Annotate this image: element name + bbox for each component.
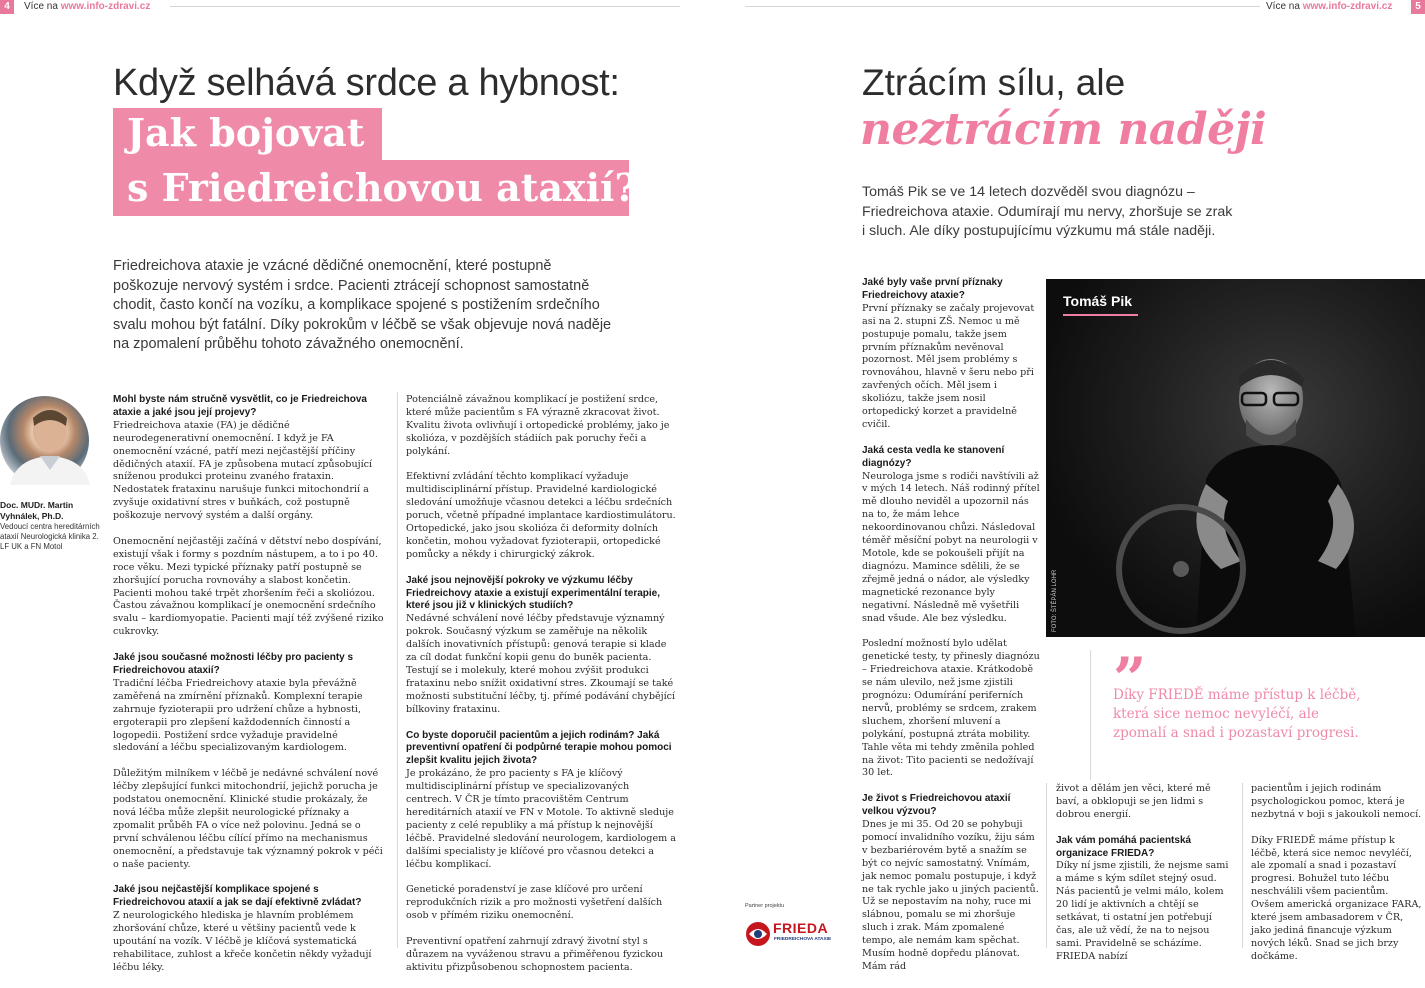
left-lead: Friedreichova ataxie je vzácné dědičné onemocnění, které postupně poškozuje nervový systém i srdce. Pacienti ztrácejí schopnost samostatně chodit, často končí na vozíku, a komplikace spojené s postižením srdečního svalu mohou být fatální. Díky pokrokům v léčbě se však objevuje nová naděje na zpomalení průběhu tohoto závažného onemocnění. — [113, 258, 612, 352]
photo-credit: FOTO: ŠTĚPÁN LOHR — [1052, 569, 1058, 632]
top-bar-text: Více na — [24, 1, 58, 12]
answer: Neurologa jsme s rodiči navštívili až v mých 14 letech. Náš rodinný přítel mě dlouho neviděl a upozornil nás na to, že mám lehce nekoordinovanou chůzi. Následoval téměř měsíční pobyt na neurologii v Motole, kde se pokoušeli přijít na diagnózu. Mamince sdělili, že se zřejmě jedná o nádor, ale výsledky magnetické rezonance byly negativní. Následně mě vyšetřili snad všude. Ale bez výsledku. — [862, 470, 1040, 624]
question: Co byste doporučil pacientům a jejich rodinám? Jaká preventivní opatření či podpůrné terapie mohou pomoci zlepšit kvalitu jejich života? — [406, 729, 672, 767]
pink-headline-line1: Jak bojovat — [127, 110, 365, 155]
right-headline: Ztrácím sílu, ale — [862, 62, 1126, 103]
answer: Z neurologického hlediska je hlavním problémem zhoršování chůze, které u většiny pacientů vede k upoutání na vozík. V léčbě je klíčová systematická rehabilitace, zuhlost a křeče končetin někdy vyžadují léčbu léky. — [113, 910, 372, 973]
right-column-2 — [1056, 783, 1232, 977]
column-divider-right-1 — [1046, 783, 1047, 948]
top-bar-right — [1266, 0, 1392, 14]
answer: Je prokázáno, že pro pacienty s FA je klíčový multidisciplinární přístup ve specializovaných centrech. V ČR je tímto pracovištěm Centrum hereditárních ataxií ve FN v Motole. To aktivně sleduje pacienty z celé republiky a má přístup k nejnovější léčbě. Pravidelné sledování neurologem, kardiologem a dalšími specialisty je klíčové pro včasnou detekci a léčbu komplikací. — [406, 768, 676, 870]
photo-caption-underline — [1063, 314, 1138, 316]
paragraph — [1056, 783, 1232, 822]
paragraph — [406, 936, 676, 975]
question: Jaká cesta vedla ke stanovení diagnózy? — [862, 444, 1005, 469]
question: Je život s Friedreichovou ataxií velkou výzvou? — [862, 793, 1011, 818]
paragraph — [406, 394, 676, 459]
partner-subtitle: FRIEDREICHOVA ATAXIE — [774, 937, 832, 942]
answer: Preventivní opatření zahrnují zdravý životní styl s důrazem na vyváženou stravu a přiměřenou fyzickou aktivitu přizpůsobenou schopnostem pacienta. — [406, 935, 664, 973]
partner-name: FRIEDA — [773, 920, 829, 936]
paragraph — [113, 768, 385, 871]
quote-mark-icon: ” — [1113, 645, 1147, 713]
qa-block — [862, 277, 1040, 432]
portrait-photo — [1046, 279, 1425, 637]
page-number-left: 4 — [0, 0, 14, 14]
answer: Genetické poradenství je zase klíčové pro určení reprodukčních rizik a pro možnosti vyšetření dalších osob v přímém riziku onemocnění. — [406, 884, 663, 922]
answer: Potenciálně závažnou komplikací je postižení srdce, které může pacientům s FA výrazně zkracovat život. Kvalitu života ovlivňují i ortopedické problémy, jako je skolióza, v pozdějších stádiích pak poruchy řeči a polykání. — [406, 394, 670, 457]
top-bar-url[interactable]: www.info-zdravi.cz — [60, 1, 151, 12]
doctor-name: Doc. MUDr. Martin Vyhnálek, Ph.D. — [0, 500, 74, 521]
answer: Poslední možností bylo udělat genetické testy, ty přinesly diagnózu – Friedreichova ataxie. Krátkodobě se nám ulevilo, než jsme zjistili prognózu: Odumírání periferních nervů, problémy se srdcem, zrakem sluchem, zhoršení mluvení a polykání, postupná ztráta mobility. Tahle věta mi tehdy změnila pohled na život: Tito pacienti se nedožívají 30 let. — [862, 638, 1040, 779]
answer: Onemocnění nejčastěji začíná v dětství nebo dospívání, existují však i formy s pozdním nástupem, a to i po 40. roce věku. Mezi typické příznaky patří postupně se zhoršující porucha rovnováhy a slabost končetin. Pacienti mohou také trpět zhoršením řeči a skoliózou. Častou závažnou komplikací je onemocnění srdečního svalu – kardiomyopatie. Pacienti mají též zvýšené riziko cukrovky. — [113, 535, 384, 638]
qa-block — [113, 394, 385, 523]
question: Jaké jsou nejčastější komplikace spojené s Friedreichovou ataxií a jak se dají efektivně zvládat? — [113, 884, 362, 909]
left-headline: Když selhává srdce a hybnost: — [113, 62, 620, 104]
left-column-1 — [113, 394, 385, 988]
paragraph — [1251, 835, 1423, 964]
page-number-right: 5 — [1411, 0, 1425, 14]
qa-block — [406, 575, 676, 717]
right-headline-pink: neztrácím naději — [860, 104, 1267, 155]
answer: Důležitým milníkem v léčbě je nedávné schválení nové léčby zlepšující funkci mitochondrií, jejichž porucha je podstatou onemocnění. Klinické studie prokázaly, že nová léčba může zlepšit neurologické příznaky a zpomalit průběh FA o více než polovinu. Jedná se o první schválenou léčbu cílící přímo na mechanismus onemocnění, a představuje tak významný pokrok v péči o naše pacienty. — [113, 768, 383, 870]
top-bar-left — [24, 0, 150, 14]
answer: Friedreichova ataxie (FA) je dědičné neurodegenerativní onemocnění. I když je FA onemocnění vzácné, patří mezi nejčastější příčiny dědičných ataxií. FA je způsobena mutací způsobující sníženou produkci proteinu zvaného frataxin. Nedostatek frataxinu narušuje funkci mitochondrií a zvyšuje oxidativní stres v buňkách, což postupně poškozuje nervový systém a další orgány. — [113, 419, 373, 522]
qa-block — [862, 445, 1040, 626]
paragraph — [406, 884, 676, 923]
answer: Díky FRIEDĚ máme přístup k léčbě, která sice nemoc nevyléčí, ale zpomalí a snad i pozastaví progresi. Bohužel tuto léčbu neschválili všem pacientům. Ovšem americká organizace FARA, které jsem ambasadorem v ČR, jako jediná financuje výzkum nových léků. Snad se jich brzy dočkáme. — [1251, 834, 1422, 962]
paragraph — [1251, 783, 1423, 822]
top-divider-left — [170, 6, 680, 7]
qa-block — [113, 652, 385, 755]
man-in-wheelchair-icon — [1046, 279, 1425, 637]
qa-block — [862, 793, 1040, 974]
partner-label: Partner projektu — [745, 903, 785, 909]
left-column-2 — [406, 394, 676, 988]
answer: život a dělám jen věci, které mě baví, a obklopuji se jen lidmi s dobrou energií. — [1056, 783, 1211, 820]
paragraph — [406, 471, 676, 561]
question: Mohl byste nám stručně vysvětlit, co je Friedreichova ataxie a jaké jsou její projevy? — [113, 394, 367, 418]
answer: První příznaky se začaly projevovat asi na 2. stupni ZŠ. Nemoc u mě postupuje pomalu, takže jsem prvním příznakům nevěnoval pozornost. Měl jsem problémy s rovnováhou, hlavně v šeru nebo při zavřených očích. Měl jsem i skoliózu, takže jsem nosil ortopedický korzet a pravidelně cvičil. — [862, 302, 1035, 430]
answer: Díky ní jsme zjistili, že nejsme sami a máme s kým sdílet stejný osud. Nás pacientů je velmi málo, kolem 20 lidí je aktivních a chtějí se setkávat, ti ostatní jen potřebují čas, ale už vědí, že na to nejsou sami. Pravidelně se scházíme. FRIEDA nabízí — [1056, 860, 1229, 962]
right-column-1 — [862, 277, 1040, 987]
answer: Dnes je mi 35. Od 20 se pohybuji pomocí invalidního vozíku, žiju sám v bezbariérovém bytě a snažím se být co nejvíc samostatný. Vnímám, jak nemoc pomalu postupuje, i když ne tak rychle jako u jiných pacientů. Už se nepostavím na nohy, ruce mi slábnou, pomalu se mi zhoršuje sluch i zrak. Mám zpomalené tempo, ale nemám kam spěchat. Musím hodně dopředu plánovat. Mám rád — [862, 819, 1039, 972]
question: Jaké byly vaše první příznaky Friedreichovy ataxie? — [862, 277, 1003, 301]
question: Jak vám pomáhá pacientská organizace FRIEDA? — [1056, 834, 1192, 859]
paragraph — [862, 638, 1040, 780]
column-divider-right-2 — [1242, 783, 1243, 948]
top-bar-text: Více na — [1266, 1, 1300, 12]
answer: Nedávné schválení nové léčby představuje významný pokrok. Současný výzkum se zaměřuje na několik dalších inovativních přístupů: genová terapie si klade za cíl dodat funkční kopii genu do buněk pacienta. Testují se i molekuly, které mohou zvýšit produkci frataxinu nebo snížit oxidativní stres. Zkoumají se také možnosti substituční léčby, tj. přímé podávání chybějící bílkoviny frataxinu. — [406, 613, 676, 715]
top-divider-right — [745, 6, 1260, 7]
doctor-avatar — [0, 396, 89, 485]
answer: Tradiční léčba Friedreichovy ataxie byla převážně zaměřená na zmírnění příznaků. Komplexní terapie zahrnuje fyzioterapii pro udržení chůze a hybnosti, ergoterapii pro zlepšení každodenních činností a logopedii. Postižení srdce vyžaduje pravidelné sledování a léčbu specializovaným kardiologem. — [113, 677, 363, 754]
pink-headline-line2: s Friedreichovou ataxií? — [127, 165, 637, 210]
paragraph — [113, 536, 385, 639]
qa-block — [1056, 835, 1232, 964]
right-column-3 — [1251, 783, 1423, 977]
pull-quote: Díky FRIEDĚ máme přístup k léčbě, která sice nemoc nevyléčí, ale zpomalí a snad i pozastaví progresi. — [1113, 687, 1361, 741]
question: Jaké jsou nejnovější pokroky ve výzkumu léčby Friedreichovy ataxie a existují experimentální terapie, které jsou již v klinických studiích? — [406, 574, 660, 612]
column-divider — [397, 392, 398, 948]
answer: Efektivní zvládání těchto komplikací vyžaduje multidisciplinární přístup. Pravidelné kardiologické sledování umožňuje včasnou detekci a léčbu srdečních poruch, včetně případné implantace kardiostimulátoru. Ortopedické, jako jsou skolióza či deformity dolních končetin, mohou vyžadovat fyzioterapii, ortopedické pomůcky a někdy i chirurgický zákrok. — [406, 471, 676, 560]
answer: pacientům i jejich rodinám psychologickou pomoc, která je nezbytná v boji s jakoukoli nemocí. — [1251, 783, 1422, 820]
question: Jaké jsou současné možnosti léčby pro pacienty s Friedreichovou ataxií? — [113, 652, 354, 676]
qa-block — [406, 730, 676, 872]
photo-caption-name: Tomáš Pik — [1063, 293, 1132, 309]
quote-divider — [1090, 650, 1091, 780]
top-bar-url[interactable]: www.info-zdravi.cz — [1302, 1, 1393, 12]
right-lead: Tomáš Pik se ve 14 letech dozvěděl svou diagnózu – Friedreichova ataxie. Odumírají mu nervy, zhoršuje se zrak i sluch. Ale díky postupujícímu výzkumu má stále naději. — [862, 184, 1233, 240]
doctor-portrait-icon — [0, 396, 89, 485]
qa-block — [113, 884, 385, 974]
doctor-role: Vedoucí centra hereditárních ataxií Neurologická klinika 2. LF UK a FN Motol — [0, 522, 100, 552]
